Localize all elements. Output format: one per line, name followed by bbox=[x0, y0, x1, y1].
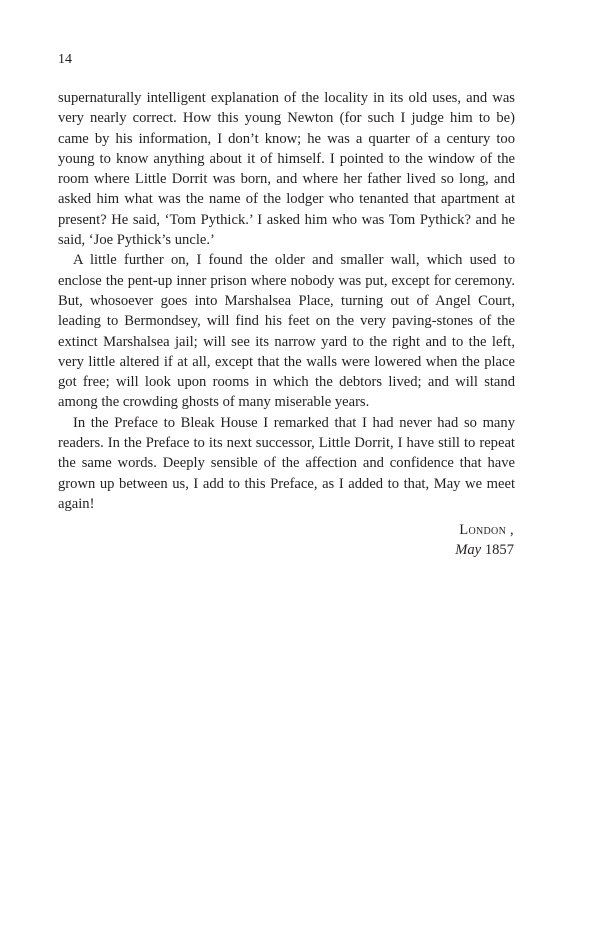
page-number: 14 bbox=[58, 52, 72, 67]
signoff-month: May bbox=[455, 542, 482, 559]
signoff-place: London , bbox=[459, 522, 514, 538]
paragraph-prison-wall: A little further on, I found the older and smaller wall, which used to enclose the pent-up inner prison where nobody was put, except for ceremony. But, whosoever goes into Marshalsea Place, turning out of Angel Court, leading to Bermondsey, will find his feet on the very paving-stones of the extinct Marshalsea jail; will see its narrow yard to the right and to the left, very little altered if at all, except that the walls were lowered when the place got free; will look upon rooms in which the debtors lived; and will stand among the crowding ghosts of many miserable years. bbox=[58, 252, 515, 411]
body-text bbox=[58, 88, 515, 514]
paragraph-continued: supernaturally intelligent explanation of the locality in its old uses, and was very nearly correct. How this young Newton (for such I judge him to be) came by his information, I don’t know; he was a quarter of a century too young to know anything about it of himself. I pointed to the window of the room where Little Dorrit was born, and where her father lived so long, and asked him what was the name of the lodger who tenanted that apartment at present? He said, ‘Tom Pythick.’ I asked him who was Tom Pythick? and he said, ‘Joe Pythick’s uncle.’ bbox=[58, 90, 515, 249]
paragraph-preface-closing: In the Preface to Bleak House I remarked that I had never had so many readers. In the Preface to its next successor, Little Dorrit, I have still to repeat the same words. Deeply sensible of the affection and confidence that have grown up between us, I add to this Preface, as I added to that, May we meet again! bbox=[58, 414, 515, 512]
signoff-year: 1857 bbox=[484, 542, 514, 559]
signoff-date bbox=[455, 540, 514, 560]
signoff bbox=[455, 520, 514, 561]
